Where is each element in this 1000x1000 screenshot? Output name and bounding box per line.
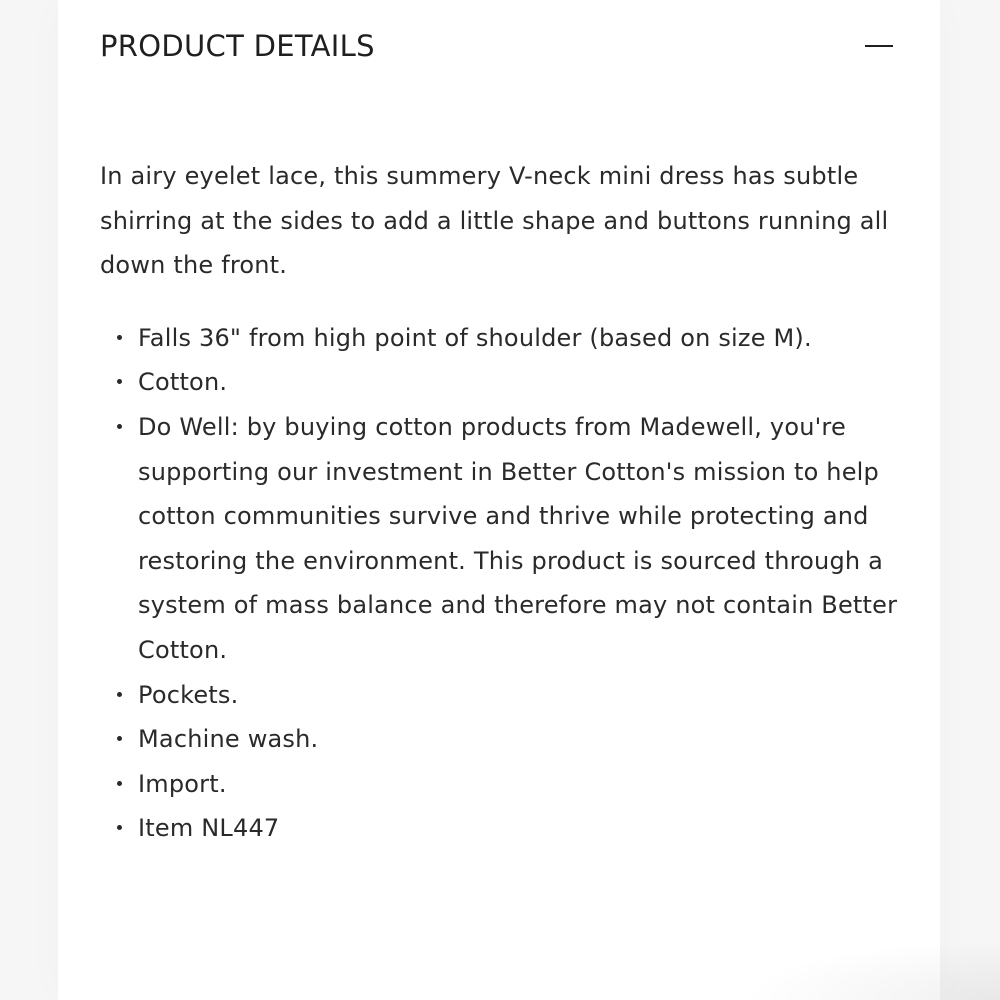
list-item-text: Pockets. [138, 680, 239, 709]
list-item [100, 762, 900, 807]
list-item-text: Import. [138, 769, 227, 798]
list-item [100, 717, 900, 762]
list-item-text: Cotton. [138, 368, 228, 397]
collapse-button[interactable] [862, 29, 896, 63]
list-item [100, 673, 900, 718]
list-item [100, 316, 900, 361]
bullet-icon [117, 736, 122, 741]
list-item-text: Machine wash. [138, 725, 319, 754]
bullet-icon [117, 692, 122, 697]
list-item [100, 405, 900, 673]
list-item-text: Item NL447 [138, 814, 280, 843]
product-description: In airy eyelet lace, this summery V-neck mini dress has subtle shirring at the sides to add a little shape and buttons running all down the front. [100, 162, 889, 280]
list-item-text: Do Well: by buying cotton products from Madewell, you're supporting our investment in Better Cotton's mission to help cotton communities survive and thrive while protecting and restoring the environment. This product is sourced through a system of mass balance and therefore may not contain Better Cotton. [138, 412, 898, 664]
bullet-icon [117, 335, 122, 340]
accordion-header[interactable] [100, 24, 890, 68]
list-item-text: Falls 36" from high point of shoulder (based on size M). [138, 323, 812, 352]
minus-icon [865, 45, 893, 47]
product-details-content [100, 154, 900, 851]
list-item [100, 360, 900, 405]
list-item [100, 806, 900, 851]
details-list [100, 316, 900, 851]
corner-shadow [740, 940, 1000, 1000]
section-title: PRODUCT DETAILS [100, 29, 375, 63]
bullet-icon [117, 379, 122, 384]
bullet-icon [117, 781, 122, 786]
bullet-icon [117, 424, 122, 429]
bullet-icon [117, 825, 122, 830]
